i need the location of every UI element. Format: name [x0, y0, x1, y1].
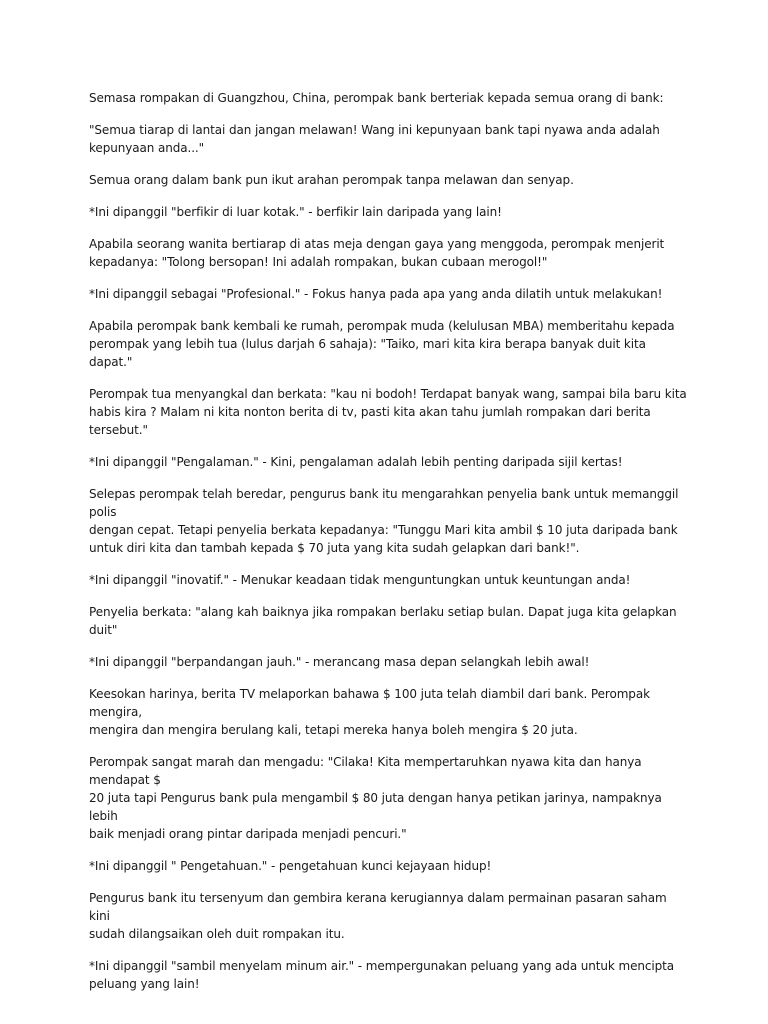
- paragraph: Perompak sangat marah dan mengadu: "Cilaka! Kita mempertaruhkan nyawa kita dan hanya mendapat $ 20 juta tapi Pengurus bank pula mengambil $ 80 juta dengan hanya petikan jarinya, nampaknya lebih baik menjadi orang pintar daripada menjadi pencuri.": [89, 755, 662, 841]
- paragraph: *Ini dipanggil "berpandangan jauh." - merancang masa depan selangkah lebih awal!: [89, 655, 590, 669]
- paragraph: Selepas perompak telah beredar, pengurus bank itu mengarahkan penyelia bank untuk memanggil polis dengan cepat. Tetapi penyelia berkata kepadanya: "Tunggu Mari kita ambil $ 10 juta daripada bank untuk diri kita dan tambah kepada $ 70 juta yang kita sudah gelapkan dari bank!".: [89, 487, 679, 555]
- paragraph: *Ini dipanggil sebagai "Profesional." - Fokus hanya pada apa yang anda dilatih untuk melakukan!: [89, 287, 663, 301]
- paragraph: *Ini dipanggil " Pengetahuan." - pengetahuan kunci kejayaan hidup!: [89, 859, 492, 873]
- paragraph: *Ini dipanggil "Pengalaman." - Kini, pengalaman adalah lebih penting daripada sijil kertas!: [89, 455, 623, 469]
- paragraph: Keesokan harinya, berita TV melaporkan bahawa $ 100 juta telah diambil dari bank. Perompak mengira, mengira dan mengira berulang kali, tetapi mereka hanya boleh mengira $ 20 juta.: [89, 687, 650, 737]
- paragraph: Apabila perompak bank kembali ke rumah, perompak muda (kelulusan MBA) memberitahu kepada perompak yang lebih tua (lulus darjah 6 sahaja): "Taiko, mari kita kira berapa banyak duit kita dapat.": [89, 319, 675, 369]
- paragraph: Pengurus bank itu tersenyum dan gembira kerana kerugiannya dalam permainan pasaran saham kini sudah dilangsaikan oleh duit rompakan itu.: [89, 891, 667, 941]
- paragraph: *Ini dipanggil "inovatif." - Menukar keadaan tidak menguntungkan untuk keuntungan anda!: [89, 573, 631, 587]
- paragraph: Semasa rompakan di Guangzhou, China, perompak bank berteriak kepada semua orang di bank:: [89, 91, 664, 105]
- paragraph: *Ini dipanggil "berfikir di luar kotak." - berfikir lain daripada yang lain!: [89, 205, 502, 219]
- paragraph: *Ini dipanggil "sambil menyelam minum air." - mempergunakan peluang yang ada untuk mencipta peluang yang lain!: [89, 959, 674, 991]
- paragraph: Semua orang dalam bank pun ikut arahan perompak tanpa melawan dan senyap.: [89, 173, 574, 187]
- paragraph: "Semua tiarap di lantai dan jangan melawan! Wang ini kepunyaan bank tapi nyawa anda adalah kepunyaan anda...": [89, 123, 660, 155]
- paragraph: Perompak tua menyangkal dan berkata: "kau ni bodoh! Terdapat banyak wang, sampai bila baru kita habis kira ? Malam ni kita nonton berita di tv, pasti kita akan tahu jumlah rompakan dari berita tersebut.": [89, 387, 687, 437]
- paragraph: Penyelia berkata: "alang kah baiknya jika rompakan berlaku setiap bulan. Dapat juga kita gelapkan duit": [89, 605, 677, 637]
- paragraph: Apabila seorang wanita bertiarap di atas meja dengan gaya yang menggoda, perompak menjerit kepadanya: "Tolong bersopan! Ini adalah rompakan, bukan cubaan merogol!": [89, 237, 665, 269]
- document-body: [89, 89, 689, 1007]
